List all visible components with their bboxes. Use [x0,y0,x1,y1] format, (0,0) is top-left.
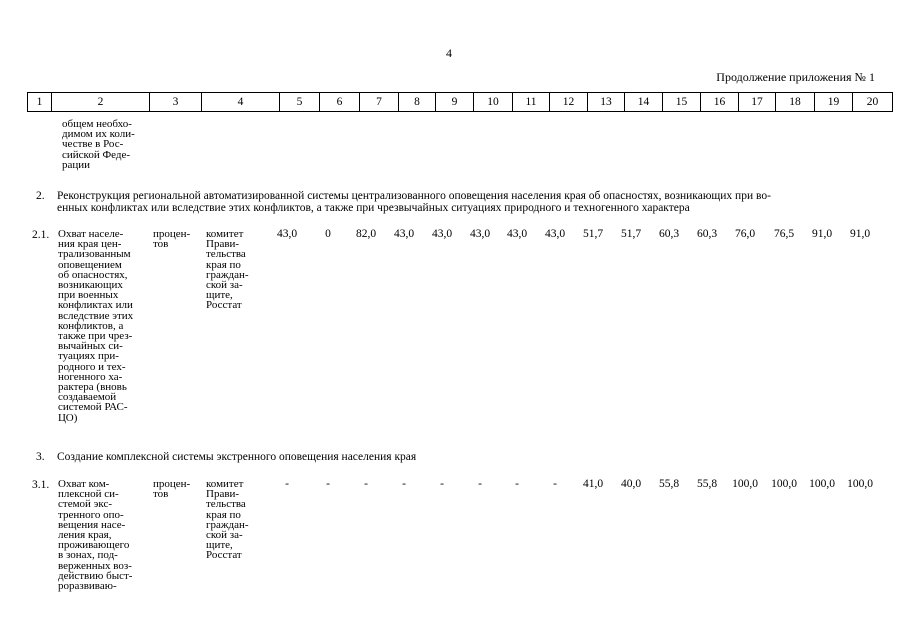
value-cell: 55,8 [658,478,680,490]
value-cell: 91,0 [811,228,833,240]
header-cell: 15 [663,93,701,112]
value-cell: 60,3 [696,228,718,240]
row-number: 2.1. [32,229,50,241]
unit-of-measure: процен- тов [153,478,191,501]
header-cell: 3 [150,93,202,112]
value-cell: 100,0 [771,478,797,490]
header-cell: 12 [550,93,588,112]
value-cell: - [364,478,368,490]
value-cell: 43,0 [469,228,491,240]
header-cell: 19 [815,93,853,112]
value-cell: - [440,478,444,490]
value-cell: - [326,478,330,490]
appendix-caption: Продолжение приложения № 1 [716,70,875,84]
value-cell: 100,0 [732,478,758,490]
header-cell: 4 [202,93,280,112]
value-cell: 76,5 [773,228,795,240]
header-cell: 9 [436,93,474,112]
value-cell: 43,0 [431,228,453,240]
value-cell: 43,0 [544,228,566,240]
value-cell: 43,0 [393,228,415,240]
header-cell: 7 [360,93,399,112]
value-cell: - [478,478,482,490]
responsible-body: комитет Прави- тельства края по граждан- ской за- щите, Росстат [206,228,249,312]
header-row [28,93,893,112]
value-cell: 43,0 [506,228,528,240]
value-cell: 100,0 [809,478,835,490]
value-cell: 76,0 [734,228,756,240]
value-cell: - [553,478,557,490]
header-cell: 16 [701,93,739,112]
value-cell: 0 [325,228,331,240]
indicator-name: Охват ком- плексной си- стемой экс- тренного опо- вещения насе- ления края, проживающего в зонах, под- верженных воз- действию быст- роразвиваю- [58,478,133,593]
value-cell: 43,0 [276,228,298,240]
value-cell: 91,0 [849,228,871,240]
header-cell: 14 [625,93,663,112]
header-cell: 13 [588,93,625,112]
header-cell: 20 [853,93,893,112]
value-cell: 41,0 [582,478,604,490]
value-cell: 60,3 [658,228,680,240]
section-number: 3. [36,451,45,463]
responsible-body: комитет Прави- тельства края по граждан- ской за- щите, Росстат [206,478,249,562]
row-number: 3.1. [32,479,50,491]
header-cell: 6 [320,93,360,112]
value-cell: - [285,478,289,490]
unit-of-measure: процен- тов [153,228,191,251]
page-number: 4 [446,46,452,60]
section-title-line: Реконструкция региональной автоматизированной системы централизованного оповещения населения края об опасностях, возникающих при во- [57,190,771,202]
header-cell: 17 [739,93,776,112]
header-cell: 2 [52,93,150,112]
value-cell: 100,0 [847,478,873,490]
continued-indicator-text: общем необхо- димом их коли- честве в Рос- сийской Феде- рации [62,118,135,171]
value-cell: 55,8 [696,478,718,490]
section-number: 2. [36,190,45,202]
value-cell: - [402,478,406,490]
column-numbers-header [27,92,893,112]
header-cell: 8 [399,93,436,112]
section-title-line: енных конфликтах или вследствие этих конфликтов, а также при чрезвычайных ситуациях природного и техногенного характера [57,202,690,214]
indicator-name: Охват населе- ния края цен- трализованным оповещением об опасностях, возникающих при военных конфликтах или вследствие этих конфликтов, а также при чрез- вычайных си- туациях при- родного и тех- ногенного ха- рактера (вновь создаваемой системой РАС- ЦО) [58,228,134,424]
value-cell: 82,0 [355,228,377,240]
value-cell: 51,7 [620,228,642,240]
section-title-line: Создание комплексной системы экстренного оповещения населения края [57,451,417,463]
header-cell: 11 [513,93,550,112]
value-cell: - [515,478,519,490]
header-cell: 18 [776,93,815,112]
value-cell: 51,7 [582,228,604,240]
header-cell: 5 [280,93,320,112]
value-cell: 40,0 [620,478,642,490]
header-cell: 10 [474,93,513,112]
header-cell: 1 [28,93,52,112]
